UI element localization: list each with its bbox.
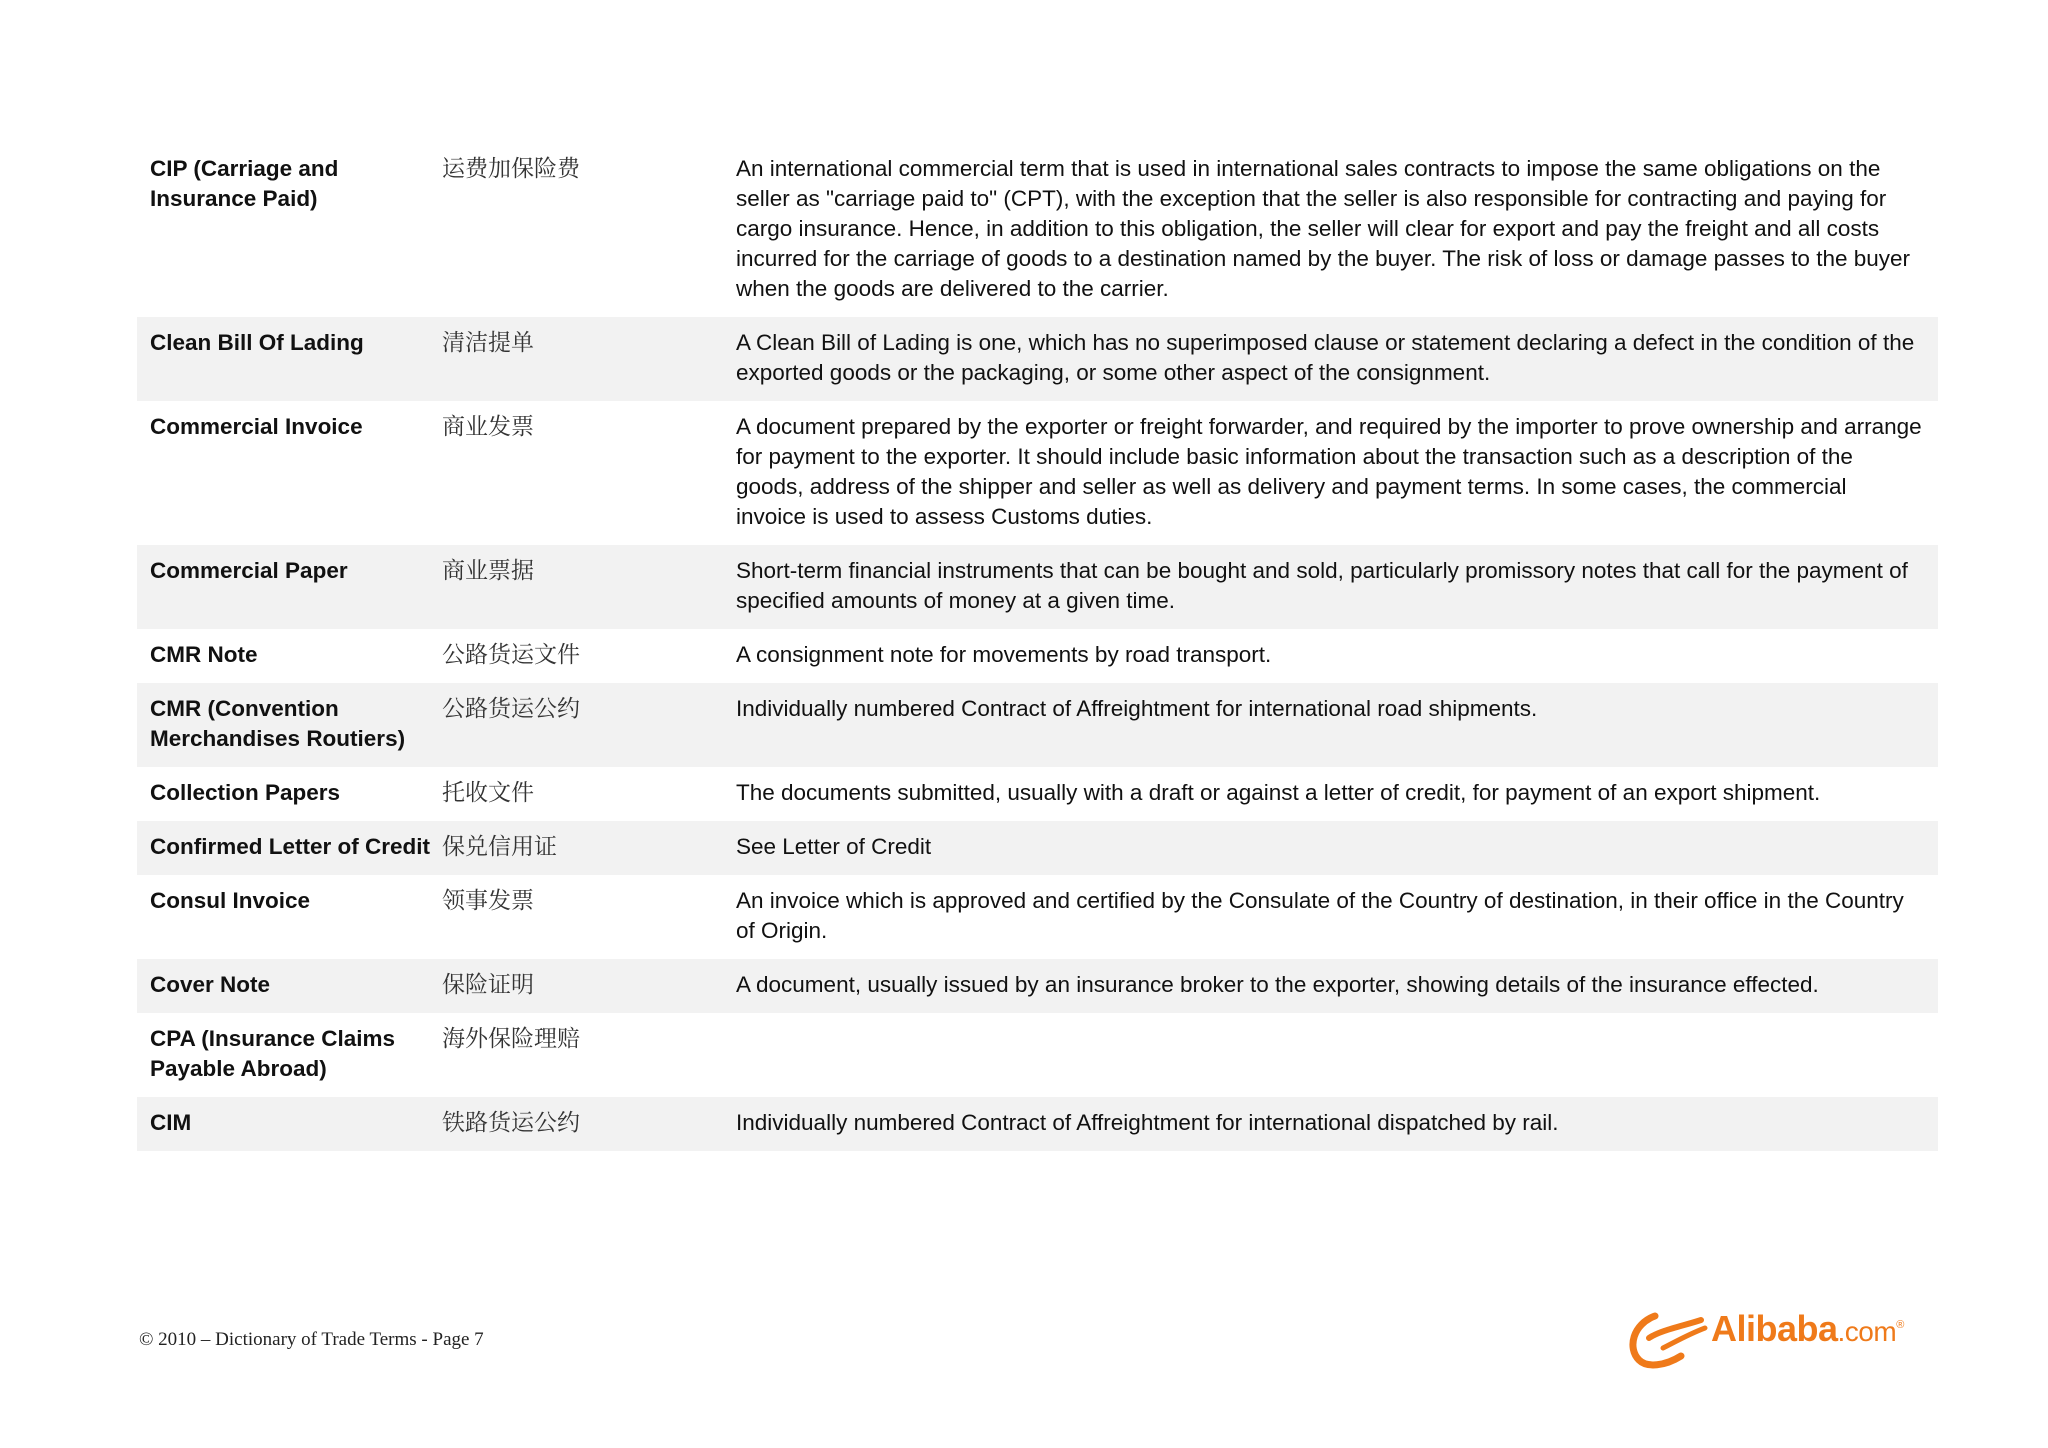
term-name: Commercial Invoice: [150, 414, 363, 439]
term-chinese: 保险证明: [442, 959, 736, 1013]
term-name: Confirmed Letter of Credit: [137, 821, 442, 875]
table-row: [137, 401, 1938, 545]
term-definition: An international commercial term that is used in international sales contracts to impose the same obligations on the seller as "carriage paid to" (CPT), with the exception that the seller is also responsible for contracting and paying for cargo insurance. Hence, in addition to this obligation, the seller will clear for export and pay the freight and all costs incurred for the carriage of goods to a destination named by the buyer. The risk of loss or damage passes to the buyer when the goods are delivered to the carrier.: [736, 156, 1911, 301]
term-definition: Individually numbered Contract of Affreightment for international road shipments.: [736, 683, 1938, 767]
term-name: CMR Note: [150, 642, 258, 667]
logo-suffix: .com: [1837, 1316, 1897, 1347]
table-row: [137, 959, 1938, 1013]
term-name: Commercial Paper: [137, 545, 442, 629]
term-chinese: 公路货运公约: [442, 683, 736, 767]
logo-name: Alibaba: [1711, 1308, 1838, 1349]
term-definition: A Clean Bill of Lading is one, which has no superimposed clause or statement declaring a defect in the condition of the exported goods or the packaging, or some other aspect of the consignment.: [736, 317, 1938, 401]
trade-terms-table: [137, 143, 1938, 1151]
term-chinese: 公路货运文件: [442, 642, 580, 668]
term-name: CPA (Insurance Claims Payable Abroad): [150, 1026, 396, 1081]
term-chinese: 铁路货运公约: [442, 1097, 736, 1151]
logo-registered-mark: ®: [1896, 1319, 1904, 1331]
table-row: [137, 317, 1938, 401]
table-row: [137, 545, 1938, 629]
table-row: [137, 1013, 1938, 1097]
table-row: [137, 875, 1938, 959]
table-row: [137, 1097, 1938, 1151]
term-name: Cover Note: [137, 959, 442, 1013]
term-definition: Individually numbered Contract of Affreightment for international dispatched by rail.: [736, 1097, 1938, 1151]
term-definition: A document, usually issued by an insurance broker to the exporter, showing details of the insurance effected.: [736, 959, 1938, 1013]
term-chinese: 清洁提单: [442, 317, 736, 401]
term-chinese: 商业发票: [442, 414, 534, 440]
alibaba-smile-icon: [1625, 1308, 1715, 1374]
table-row: [137, 629, 1938, 683]
term-definition: A document prepared by the exporter or freight forwarder, and required by the importer to prove ownership and arrange for payment to the exporter. It should include basic information about the transaction such as a description of the goods, address of the shipper and seller as well as delivery and payment terms. In some cases, the commercial invoice is used to assess Customs duties.: [736, 414, 1922, 529]
term-definition: A consignment note for movements by road transport.: [736, 642, 1272, 667]
term-chinese: 托收文件: [442, 780, 534, 806]
term-chinese: 商业票据: [442, 545, 736, 629]
page-footer: © 2010 – Dictionary of Trade Terms - Page 7: [139, 1329, 484, 1350]
term-name: Consul Invoice: [150, 888, 311, 913]
term-definition: An invoice which is approved and certified by the Consulate of the Country of destination, in their office in the Country of Origin.: [736, 888, 1904, 943]
term-definition: See Letter of Credit: [736, 821, 1938, 875]
term-definition: [736, 1013, 1938, 1097]
term-name: CMR (Convention Merchandises Routiers): [137, 683, 442, 767]
term-name: Collection Papers: [150, 780, 341, 805]
term-chinese: 领事发票: [442, 888, 534, 914]
table-row: [137, 683, 1938, 767]
term-name: CIM: [137, 1097, 442, 1151]
term-name: Clean Bill Of Lading: [137, 317, 442, 401]
term-chinese: 保兑信用证: [442, 821, 736, 875]
table-row: [137, 767, 1938, 821]
term-name: CIP (Carriage and Insurance Paid): [150, 156, 339, 211]
term-definition: The documents submitted, usually with a draft or against a letter of credit, for payment of an export shipment.: [736, 780, 1821, 805]
table-row: [137, 821, 1938, 875]
term-definition: Short-term financial instruments that can be bought and sold, particularly promissory notes that call for the payment of specified amounts of money at a given time.: [736, 545, 1938, 629]
term-chinese: 运费加保险费: [442, 156, 580, 182]
term-chinese: 海外保险理赔: [442, 1026, 580, 1052]
table-row: [137, 143, 1938, 317]
alibaba-logo: [1625, 1308, 1935, 1374]
